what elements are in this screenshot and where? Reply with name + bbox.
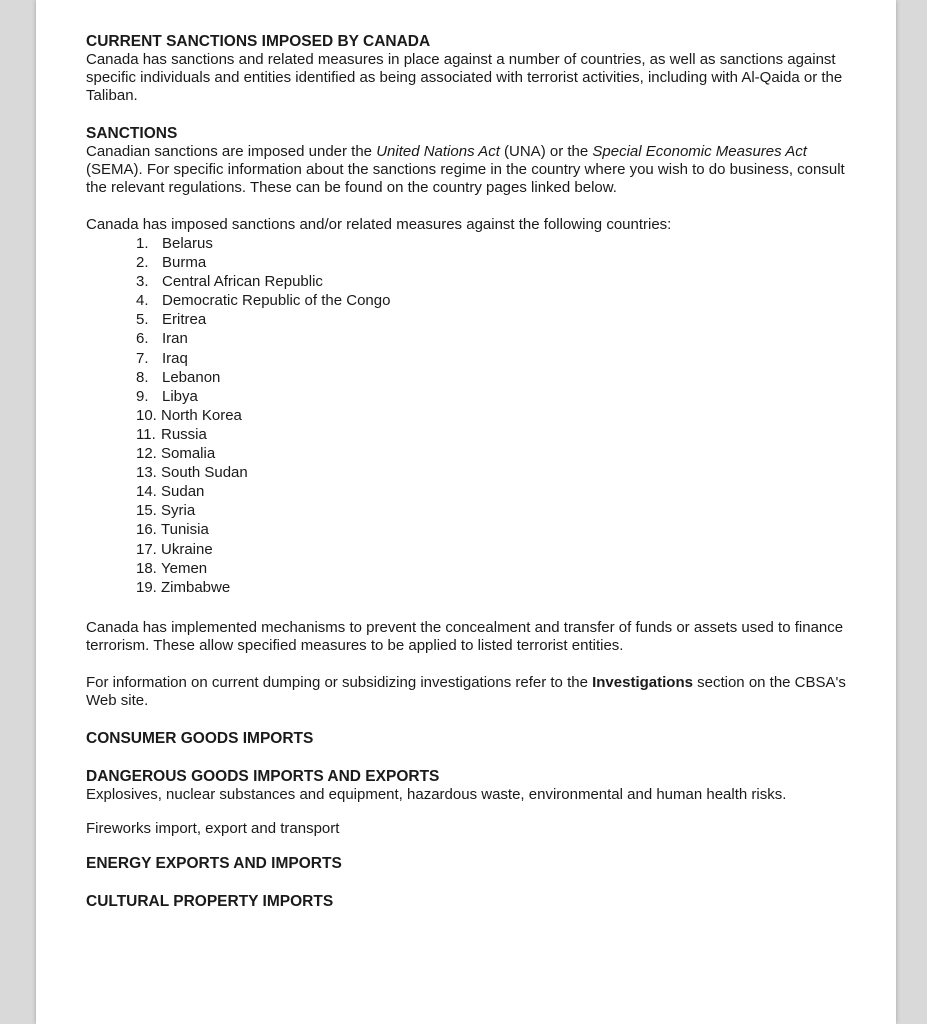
country-name: Belarus — [162, 235, 213, 252]
list-number: 11. — [136, 425, 156, 443]
country-name: Burma — [162, 254, 207, 272]
list-number: 16. — [136, 521, 157, 539]
country-name: South Sudan — [161, 464, 248, 482]
list-number: 9. — [136, 387, 149, 405]
list-number: 14. — [136, 483, 157, 501]
list-item-somalia[interactable] — [136, 444, 846, 463]
list-item-zimbabwe[interactable] — [136, 578, 846, 597]
country-name: Syria — [161, 502, 196, 520]
country-name: Iraq — [162, 349, 188, 367]
list-item-belarus[interactable] — [136, 234, 846, 253]
list-item-north-korea[interactable] — [136, 406, 846, 425]
list-number: 6. — [136, 330, 149, 348]
list-item-dr-congo[interactable] — [136, 291, 846, 310]
list-item-central-african-republic[interactable] — [136, 272, 846, 291]
list-item-yemen[interactable] — [136, 559, 846, 578]
list-item-eritrea[interactable] — [136, 310, 846, 329]
document-content — [86, 32, 846, 911]
paragraph-dangerous-goods: Explosives, nuclear substances and equipment, hazardous waste, environmental and human health risks. — [86, 785, 787, 803]
list-number: 18. — [136, 559, 157, 577]
heading-sanctions: SANCTIONS — [86, 125, 178, 142]
list-item-libya[interactable] — [136, 387, 846, 406]
list-item-iraq[interactable] — [136, 349, 846, 368]
sanctions-text-3: (SEMA). For specific information about the sanctions regime in the country where you wish to do business, consult the relevant regulations. These can be found on the country pages linked below. — [86, 161, 845, 196]
country-name: Tunisia — [161, 521, 209, 539]
fireworks-link[interactable]: Fireworks import, export and transport — [86, 819, 340, 837]
paragraph-terrorism-financing: Canada has implemented mechanisms to prevent the concealment and transfer of funds or assets used to finance terrorism. These allow specified measures to be applied to listed terrorist entities. — [86, 618, 844, 654]
list-number: 15. — [136, 502, 157, 520]
countries-intro: Canada has imposed sanctions and/or related measures against the following countries: — [86, 216, 672, 233]
sema-act-reference: Special Economic Measures Act — [592, 143, 807, 160]
country-name: Central African Republic — [162, 273, 323, 291]
list-number: 7. — [136, 349, 149, 367]
list-item-tunisia[interactable] — [136, 520, 846, 539]
list-number: 2. — [136, 254, 149, 272]
country-name: Russia — [161, 425, 207, 443]
country-name: Libya — [162, 387, 198, 405]
list-item-south-sudan[interactable] — [136, 463, 846, 482]
paragraph-investigations — [86, 674, 846, 710]
list-number: 8. — [136, 368, 149, 386]
country-name: Lebanon — [162, 368, 221, 386]
list-item-iran[interactable] — [136, 329, 846, 348]
list-item-russia[interactable] — [136, 425, 846, 444]
heading-consumer-goods[interactable]: CONSUMER GOODS IMPORTS — [86, 729, 314, 747]
list-number: 10. — [136, 406, 157, 424]
country-name: Ukraine — [161, 540, 213, 558]
country-name: Somalia — [161, 445, 216, 463]
heading-energy[interactable]: ENERGY EXPORTS AND IMPORTS — [86, 854, 342, 872]
list-item-burma[interactable] — [136, 253, 846, 272]
sanctions-text-2: (UNA) or the — [499, 143, 593, 160]
country-name: Iran — [162, 330, 188, 348]
list-number: 1. — [136, 235, 149, 252]
country-name: Eritrea — [162, 311, 207, 329]
paragraph-current-sanctions: Canada has sanctions and related measures in place against a number of countries, as well as sanctions against specific individuals and entities identified as being associated with terrorist activities, including with Al-Qaida or the Taliban. — [86, 51, 843, 104]
heading-current-sanctions: CURRENT SANCTIONS IMPOSED BY CANADA — [86, 33, 431, 50]
document-page — [36, 0, 896, 1024]
country-name: Zimbabwe — [161, 578, 231, 596]
investigations-text-1: For information on current dumping or subsidizing investigations refer to the — [86, 673, 593, 691]
country-name: Sudan — [161, 483, 205, 501]
heading-dangerous-goods[interactable]: DANGEROUS GOODS IMPORTS AND EXPORTS — [86, 767, 440, 785]
country-name: Yemen — [161, 559, 208, 577]
country-name: Democratic Republic of the Congo — [162, 292, 391, 310]
sanctions-text-1: Canadian sanctions are imposed under the — [86, 143, 377, 160]
heading-cultural-property[interactable]: CULTURAL PROPERTY IMPORTS — [86, 892, 334, 910]
countries-list — [86, 234, 846, 597]
investigations-link[interactable]: Investigations — [592, 673, 693, 691]
list-number: 17. — [136, 540, 157, 558]
list-number: 5. — [136, 311, 149, 329]
list-item-ukraine[interactable] — [136, 540, 846, 559]
list-number: 12. — [136, 445, 157, 463]
list-number: 13. — [136, 464, 157, 482]
paragraph-sanctions — [86, 143, 846, 197]
list-number: 4. — [136, 292, 149, 310]
country-name: North Korea — [161, 406, 242, 424]
list-number: 3. — [136, 273, 149, 291]
list-number: 19. — [136, 578, 157, 596]
list-item-lebanon[interactable] — [136, 368, 846, 387]
una-act-reference: United Nations Act — [376, 143, 500, 160]
list-item-syria[interactable] — [136, 501, 846, 520]
investigations-text-2: section on the CBSA's Web site. — [86, 673, 846, 709]
list-item-sudan[interactable] — [136, 482, 846, 501]
